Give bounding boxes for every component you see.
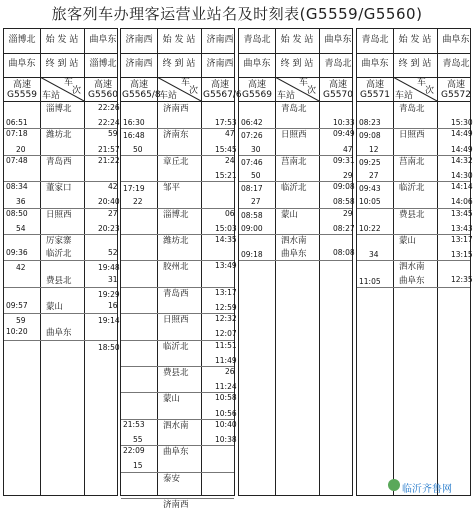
train-number-left: G5569 (242, 90, 272, 100)
departure-time-down: 22 (133, 197, 143, 207)
departure-time-down: 55 (133, 435, 143, 444)
station-name: 日照西 (163, 315, 189, 326)
station-name: 泗水南 (281, 236, 307, 246)
departure-time-up: 14:49 (451, 129, 473, 139)
diagonal-label: 次 (425, 86, 435, 96)
row-rule (121, 208, 234, 209)
station-name: 蒙山 (46, 302, 64, 312)
departure-time-up: 59 (108, 129, 118, 139)
departure-time-down: 15 (133, 461, 143, 471)
header-rule (4, 53, 117, 54)
header-rule (121, 101, 234, 102)
departure-time-up: 14:35 (215, 235, 237, 244)
departure-time-down: 09:43 (359, 184, 381, 194)
arrival-time-up: 12:59 (215, 303, 237, 312)
station-name: 蒙山 (399, 236, 417, 246)
departure-time-down: 08:58 (241, 210, 263, 220)
row-rule (121, 155, 234, 156)
terminal-station-left: 曲阜东 (8, 59, 36, 69)
column-rule (201, 29, 202, 495)
arrival-time-up: 14:06 (451, 197, 473, 207)
row-rule (121, 472, 234, 473)
departure-time-up: 12:35 (451, 274, 473, 284)
station-name: 青岛西 (46, 156, 72, 167)
departure-time-up: 13:17 (215, 287, 237, 297)
train-type-right: 高速 (328, 80, 347, 90)
terminal-label: 终 到 站 (45, 59, 79, 69)
row-rule (4, 234, 117, 235)
header-rule (121, 53, 234, 54)
station-name: 淄博北 (46, 104, 72, 114)
page-title: 旅客列车办理客运营业站名及时刻表(G5559/G5560) (51, 5, 423, 23)
departure-time-down: 30 (251, 144, 261, 154)
arrival-time-down: 07:18 (6, 129, 28, 139)
station-name: 胶州北 (163, 262, 189, 273)
station-name: 曲阜东 (399, 275, 425, 286)
train-type-left: 高速 (129, 80, 148, 90)
departure-time-up: 27 (108, 208, 118, 218)
column-rule (437, 29, 438, 495)
train-number-left: G5559 (7, 90, 37, 100)
station-name: 济南东 (163, 130, 189, 141)
train-type-right: 高速 (210, 80, 229, 90)
arrival-time-up: 19:48 (98, 263, 120, 273)
station-name: 潍坊北 (163, 236, 189, 246)
departure-time-up: 14:14 (451, 182, 473, 192)
departure-time-down: 50 (133, 144, 143, 154)
column-rule (84, 29, 85, 495)
origin-station-left: 淄博北 (8, 35, 36, 45)
diagonal-label: 车 (299, 78, 309, 88)
departure-time-down: 59 (16, 316, 26, 326)
departure-time-down: 16:30 (123, 118, 145, 128)
timetable-panel (356, 28, 471, 496)
departure-time-down: 36 (16, 197, 26, 207)
departure-time-down: 42 (16, 263, 26, 273)
row-rule (4, 340, 117, 341)
terminal-station-right: 淄博北 (89, 59, 117, 69)
diagonal-label: 车 (417, 78, 427, 88)
arrival-time-up: 11:24 (215, 382, 237, 392)
arrival-time-up: 08:58 (333, 197, 355, 207)
arrival-time-down: 10:20 (6, 327, 28, 337)
terminal-station-left: 济南西 (125, 59, 153, 69)
departure-time-up: 29 (343, 208, 353, 218)
arrival-time-up: 15:30 (451, 118, 473, 128)
station-name: 日照西 (46, 209, 72, 220)
departure-time-up: 21:22 (98, 155, 120, 165)
station-name: 曲阜东 (281, 249, 307, 260)
arrival-time-up: 10:33 (333, 118, 355, 128)
terminal-station-right: 济南西 (206, 59, 234, 69)
train-number-left: G5565/8 (122, 90, 161, 100)
origin-station-right: 曲阜东 (442, 35, 470, 45)
departure-time-up: 06 (225, 208, 235, 218)
arrival-time-up: 13:43 (451, 223, 473, 233)
header-rule (357, 101, 470, 102)
station-name: 莒南北 (281, 156, 307, 167)
station-name: 青岛北 (399, 104, 425, 114)
panel-header (357, 29, 470, 101)
departure-time-down: 06:42 (241, 118, 263, 128)
departure-time-up: 12:32 (215, 314, 237, 324)
timetable-panel (3, 28, 118, 496)
column-rule (40, 29, 41, 495)
origin-station-left: 济南西 (125, 35, 153, 45)
station-name: 费县北 (46, 275, 72, 286)
station-name: 临沂北 (281, 183, 307, 194)
diagonal-label: 车 (181, 78, 191, 88)
arrival-time-up: 19:14 (98, 316, 120, 326)
station-name: 临沂北 (46, 249, 72, 260)
arrival-time-up: 17:53 (215, 118, 237, 128)
timetable-panel (120, 28, 242, 510)
diagonal-label: 车站 (395, 91, 414, 101)
header-rule (4, 101, 117, 102)
arrival-time-up: 29 (343, 171, 353, 180)
train-number-right: G5560 (88, 90, 118, 100)
arrival-time-up: 22:24 (98, 118, 120, 128)
departure-time-down: 20 (16, 144, 26, 154)
arrival-time-up: 21:57 (98, 144, 120, 154)
station-name: 临沂北 (163, 341, 189, 352)
arrival-time-down: 09:36 (6, 248, 28, 258)
row-rule (357, 287, 470, 288)
departure-time-up: 13:49 (215, 261, 237, 271)
row-rule (239, 208, 352, 209)
diagonal-label: 次 (307, 86, 317, 96)
column-rule (157, 29, 158, 495)
terminal-station-left: 曲阜东 (361, 59, 389, 69)
departure-time-down: 10:22 (359, 223, 381, 233)
origin-station-right: 曲阜东 (89, 35, 117, 45)
departure-time-down: 27 (369, 171, 379, 180)
arrival-time-up: 18:50 (98, 342, 120, 352)
header-rule (239, 53, 352, 54)
origin-station-left: 青岛北 (361, 35, 389, 45)
origin-label: 始 发 站 (398, 35, 432, 45)
arrival-time-up: 15:03 (215, 223, 237, 233)
departure-time-down: 11:05 (359, 276, 381, 286)
arrival-time-down: 21:53 (123, 419, 145, 429)
diagonal-label: 次 (72, 86, 82, 96)
arrival-time-down: 09:57 (6, 301, 28, 310)
diagonal-label: 车站 (159, 91, 178, 101)
departure-time-down: 17:19 (123, 184, 145, 194)
train-type-left: 高速 (12, 80, 31, 90)
arrival-time-up: 13:15 (451, 250, 473, 260)
train-number-right: G5570 (323, 90, 353, 100)
train-number-right: G5572 (441, 90, 471, 100)
arrival-time-up: 14:30 (451, 171, 473, 180)
row-rule (121, 366, 234, 367)
arrival-time-down: 08:50 (6, 208, 28, 218)
departure-time-up: 13:45 (451, 208, 473, 218)
arrival-time-up: 12:07 (215, 329, 237, 339)
arrival-time-up: 10:56 (215, 408, 237, 418)
train-number-right: G5567/6 (203, 90, 242, 100)
departure-time-down: 06:51 (6, 118, 28, 128)
station-name: 厉家寨 (46, 236, 72, 246)
departure-time-up: 08:08 (333, 248, 355, 258)
train-number-left: G5571 (360, 90, 390, 100)
station-name: 泰安 (163, 473, 181, 484)
row-rule (4, 287, 117, 288)
arrival-time-down: 07:48 (6, 155, 28, 165)
station-name: 蒙山 (163, 394, 181, 405)
panel-header (4, 29, 117, 101)
station-name: 泗水南 (163, 420, 189, 431)
departure-time-down: 12 (369, 144, 379, 154)
origin-station-right: 曲阜东 (324, 35, 352, 45)
departure-time-up: 10:40 (215, 419, 237, 429)
station-name: 青岛北 (281, 104, 307, 114)
header-rule (239, 101, 352, 102)
station-name: 潍坊北 (46, 130, 72, 141)
station-name: 日照西 (399, 130, 425, 141)
origin-label: 始 发 站 (280, 35, 314, 45)
departure-time-down: 07:26 (241, 131, 263, 141)
terminal-station-right: 青岛北 (442, 59, 470, 69)
arrival-time-up: 10:38 (215, 435, 237, 444)
departure-time-down: 08:23 (359, 118, 381, 128)
departure-time-up: 22:26 (98, 103, 120, 112)
arrival-time-down: 22:09 (123, 446, 145, 456)
diagonal-label: 车站 (42, 91, 61, 101)
station-name: 济南西 (163, 500, 189, 510)
arrival-time-up: 15:21 (215, 171, 237, 180)
terminal-label: 终 到 站 (398, 59, 432, 69)
departure-time-down: 09:08 (359, 131, 381, 141)
station-name: 临沂北 (399, 183, 425, 194)
timetable-panel (238, 28, 353, 496)
departure-time-down: 08:17 (241, 184, 263, 194)
departure-time-up: 09:49 (333, 129, 355, 139)
station-name: 泗水南 (399, 262, 425, 273)
row-rule (4, 260, 117, 261)
station-name: 蒙山 (281, 209, 299, 220)
diagonal-label: 次 (189, 86, 199, 96)
origin-label: 始 发 站 (162, 35, 196, 45)
terminal-station-left: 曲阜东 (243, 59, 271, 69)
departure-time-down: 09:25 (359, 157, 381, 167)
train-type-left: 高速 (365, 80, 384, 90)
arrival-time-up: 15:45 (215, 144, 237, 154)
arrival-time-up: 19:29 (98, 289, 120, 299)
departure-time-down: 09:00 (241, 223, 263, 233)
terminal-station-right: 青岛北 (324, 59, 352, 69)
station-name: 莒南北 (399, 156, 425, 167)
departure-time-up: 09:08 (333, 182, 355, 192)
row-rule (239, 234, 352, 235)
arrival-time-down: 08:34 (6, 182, 28, 192)
departure-time-up: 13:17 (451, 235, 473, 244)
train-type-right: 高速 (93, 80, 112, 90)
row-rule (4, 313, 117, 314)
departure-time-up: 24 (225, 155, 235, 165)
station-name: 费县北 (399, 209, 425, 220)
terminal-label: 终 到 站 (162, 59, 196, 69)
watermark: 临沂齐鲁网 (402, 484, 452, 495)
header-rule (357, 53, 470, 54)
row-rule (121, 498, 234, 499)
station-name: 青岛西 (163, 288, 189, 299)
departure-time-up: 26 (225, 367, 235, 376)
station-name: 邹平 (163, 183, 181, 194)
departure-time-down: 07:46 (241, 157, 263, 167)
departure-time-up: 14:32 (451, 155, 473, 165)
station-name: 董家口 (46, 183, 72, 194)
departure-time-up: 11:51 (215, 340, 237, 350)
diagonal-label: 车 (64, 78, 74, 88)
panel-header (239, 29, 352, 101)
origin-label: 始 发 站 (45, 35, 79, 45)
station-name: 费县北 (163, 368, 189, 378)
departure-time-down: 34 (369, 250, 379, 260)
departure-time-down: 50 (251, 171, 261, 180)
arrival-time-up: 20:23 (98, 223, 120, 233)
station-name: 曲阜东 (46, 328, 72, 339)
terminal-label: 终 到 站 (280, 59, 314, 69)
station-name: 章丘北 (163, 156, 189, 167)
panel-header (121, 29, 242, 101)
departure-time-down: 27 (251, 197, 261, 207)
departure-time-up: 31 (108, 274, 118, 284)
departure-time-down: 54 (16, 223, 26, 233)
departure-time-down: 10:05 (359, 197, 381, 207)
train-type-left: 高速 (247, 80, 266, 90)
departure-time-up: 09:31 (333, 155, 355, 165)
arrival-time-up: 20:40 (98, 197, 120, 207)
departure-time-up: 16 (108, 301, 118, 310)
station-name: 曲阜东 (163, 447, 189, 458)
station-name: 日照西 (281, 130, 307, 141)
column-rule (319, 29, 320, 495)
departure-time-down: 16:48 (123, 131, 145, 141)
row-rule (239, 260, 352, 261)
departure-time-up: 52 (108, 248, 118, 258)
departure-time-up: 42 (108, 182, 118, 192)
diagonal-label: 车站 (277, 91, 296, 101)
arrival-time-up: 47 (343, 144, 353, 154)
wechat-icon (388, 479, 400, 491)
column-rule (393, 29, 394, 495)
column-rule (275, 29, 276, 495)
station-name: 淄博北 (163, 209, 189, 220)
arrival-time-up: 08:27 (333, 223, 355, 233)
departure-time-up: 47 (225, 129, 235, 139)
origin-station-left: 青岛北 (243, 35, 271, 45)
arrival-time-up: 11:49 (215, 355, 237, 365)
departure-time-down: 09:18 (241, 250, 263, 260)
departure-time-up: 10:58 (215, 393, 237, 403)
arrival-time-up: 14:49 (451, 144, 473, 154)
station-name: 济南西 (163, 104, 189, 114)
origin-station-right: 济南西 (206, 35, 234, 45)
train-type-right: 高速 (446, 80, 465, 90)
